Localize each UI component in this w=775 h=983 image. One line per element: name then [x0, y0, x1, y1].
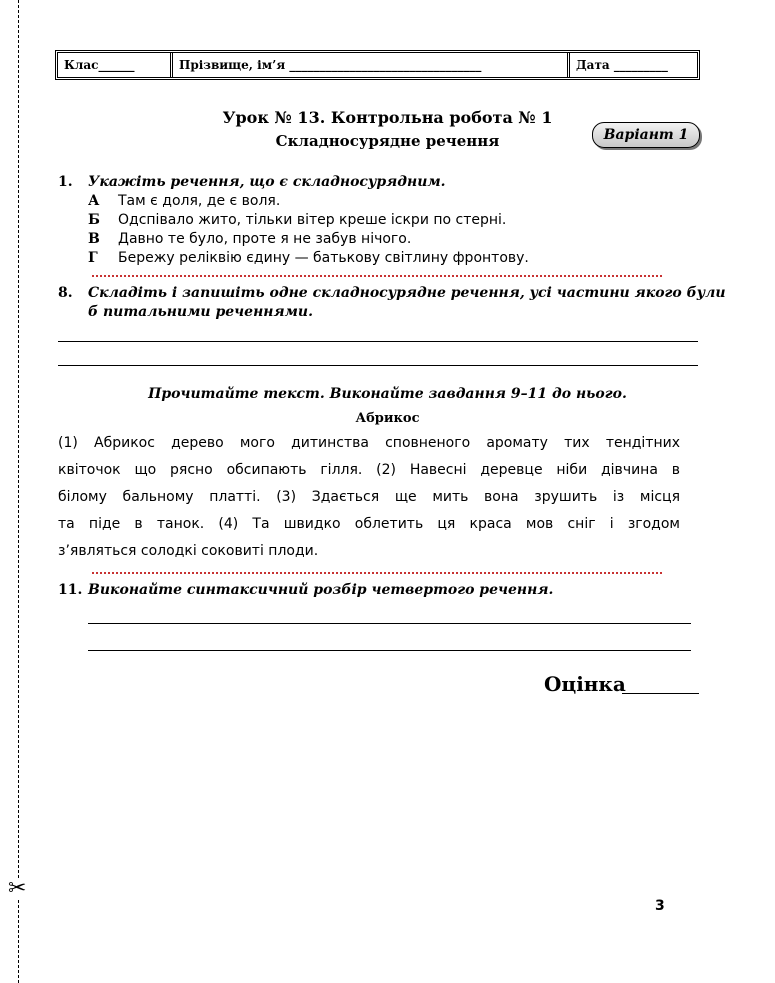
- date-field[interactable]: Дата _________: [576, 58, 668, 72]
- option-h-letter: Г: [88, 250, 98, 266]
- reading-instruction: Прочитайте текст. Виконайте завдання 9–11 до нього.: [148, 386, 627, 402]
- paragraph-line: (1) Абрикос дерево мого дитинства сповненого аромату тих тендітних: [58, 435, 680, 451]
- option-v-text: Давно те було, проте я не забув нічого.: [118, 231, 412, 247]
- grade-label: Оцінка: [544, 672, 626, 696]
- lesson-title: Урок № 13. Контрольна робота № 1: [222, 108, 553, 127]
- class-field[interactable]: Клас______: [58, 53, 173, 77]
- name-field[interactable]: Прізвище, ім’я ________________________________: [173, 53, 570, 77]
- option-b-text: Одспівало жито, тільки вітер креше іскри по стерні.: [118, 212, 507, 228]
- option-h-text: Бережу реліквію єдину — батькову світлину фронтову.: [118, 250, 529, 266]
- option-b-letter: Б: [88, 212, 100, 228]
- paragraph-line: з’являться солодкі соковиті плоди.: [58, 543, 319, 559]
- answer-line[interactable]: [58, 341, 698, 342]
- section-divider: [92, 572, 662, 574]
- question-8-text-line2: б питальними реченнями.: [88, 304, 313, 320]
- text-title: Абрикос: [355, 411, 420, 426]
- question-8-text-line1: Складіть і запишіть одне складносурядне речення, усі частини якого були: [88, 285, 726, 301]
- question-11-text: Виконайте синтаксичний розбір четвертого речення.: [88, 582, 554, 598]
- paragraph-line: білому бальному платті. (3) Здається ще мить вона зрушить із місця: [58, 489, 680, 505]
- grade-field[interactable]: [622, 693, 699, 694]
- student-info-table: [55, 50, 700, 80]
- option-a-letter: А: [88, 193, 100, 209]
- page-number: 3: [655, 898, 665, 914]
- question-11-number: 11.: [58, 582, 83, 598]
- question-1-text: Укажіть речення, що є складносурядним.: [88, 174, 446, 190]
- lesson-subtitle: Складносурядне речення: [275, 132, 500, 150]
- answer-line[interactable]: [88, 623, 691, 624]
- scissors-icon: ✂: [8, 876, 27, 901]
- paragraph-line: та піде в танок. (4) Та швидко облетить ця краса мов сніг і згодом: [58, 516, 680, 532]
- question-8-number: 8.: [58, 285, 73, 301]
- option-a-text: Там є доля, де є воля.: [118, 193, 281, 209]
- answer-line[interactable]: [88, 650, 691, 651]
- paragraph-line: квіточок що рясно обсипають гілля. (2) Навесні деревце ніби дівчина в: [58, 462, 680, 478]
- section-divider: [92, 275, 662, 277]
- answer-line[interactable]: [58, 365, 698, 366]
- variant-badge: Варіант 1: [592, 122, 700, 148]
- question-1-number: 1.: [58, 174, 73, 190]
- option-v-letter: В: [88, 231, 100, 247]
